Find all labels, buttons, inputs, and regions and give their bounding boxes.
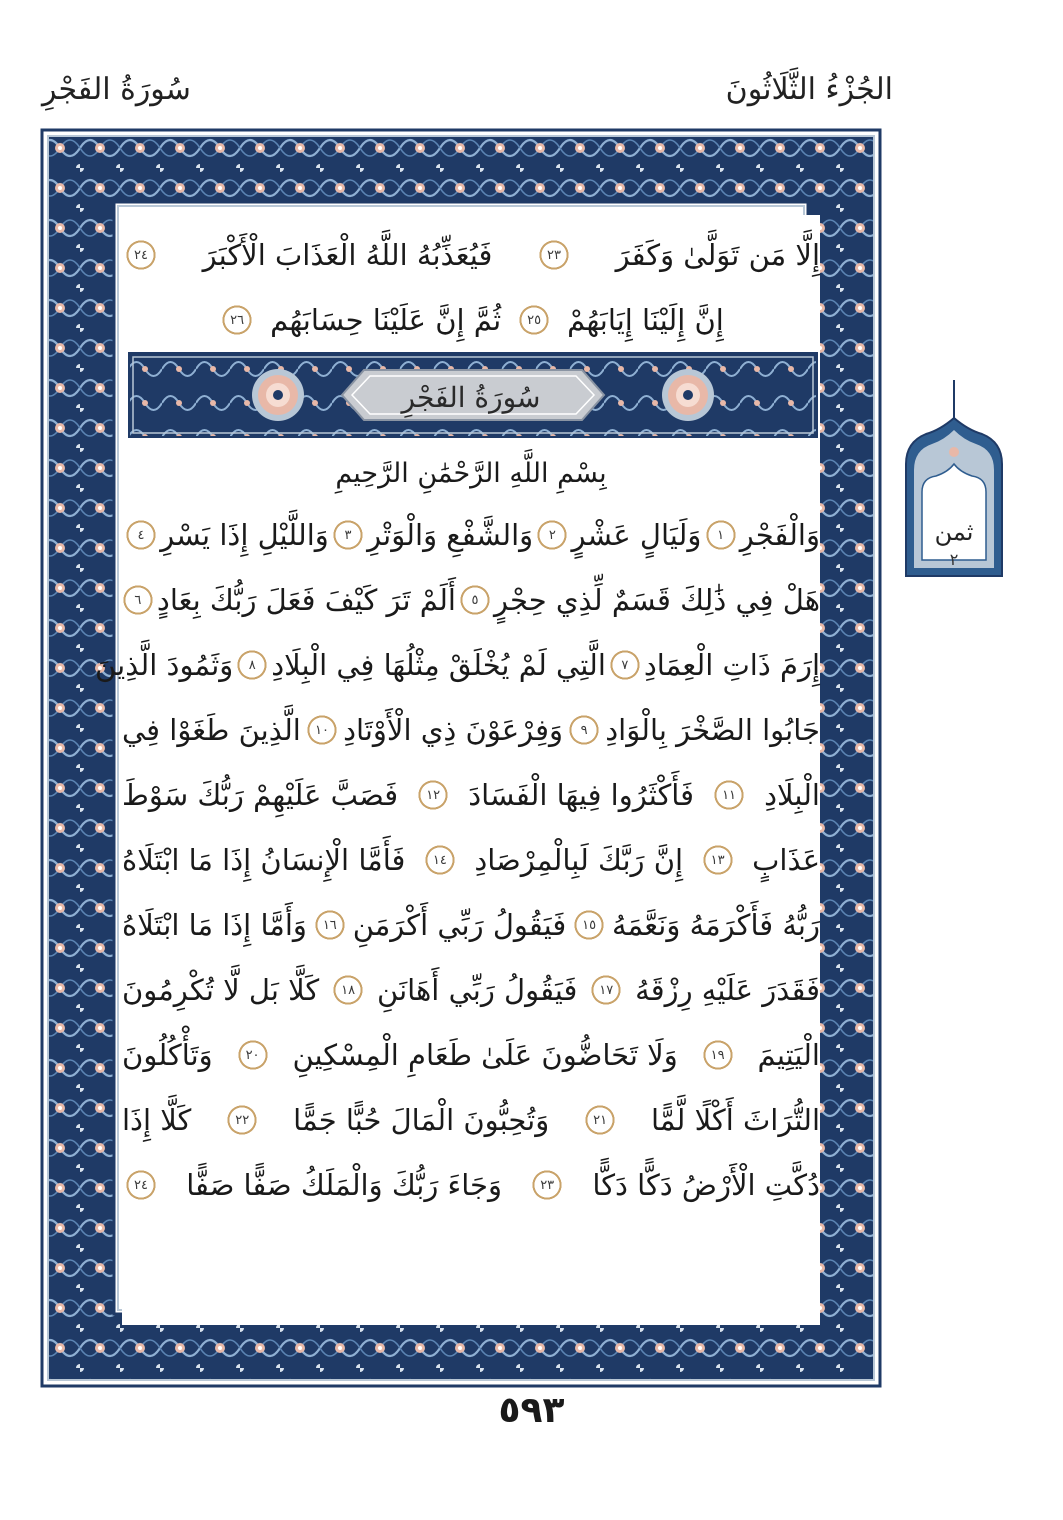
ayah-number-marker: ٢١ — [584, 1104, 616, 1136]
ayah-number-marker: ٢٥ — [518, 304, 550, 336]
ayah-number-marker: ٩ — [568, 714, 600, 746]
verse-text: أَلَمْ تَرَ كَيْفَ فَعَلَ رَبُّكَ بِعَادٍ — [156, 583, 456, 617]
verse-line — [122, 895, 820, 955]
verse-text: إِلَّا مَن تَوَلَّىٰ وَكَفَرَ — [615, 238, 820, 272]
ayah-number-marker: ٤ — [125, 519, 157, 551]
hizb-marker-label: ثمن — [934, 518, 974, 546]
verse-text: ثُمَّ إِنَّ عَلَيْنَا حِسَابَهُم — [270, 303, 502, 337]
verse-text: وَاللَّيْلِ إِذَا يَسْرِ — [160, 518, 329, 552]
verse-text: وَتُحِبُّونَ الْمَالَ حُبًّا جَمًّا — [293, 1103, 550, 1137]
verse-line — [122, 1025, 820, 1085]
ayah-number-marker: ٣ — [332, 519, 364, 551]
ayah-number-marker: ١٦ — [314, 909, 346, 941]
header-juz-name: الجُزْءُ الثَّلَاثُونَ — [725, 72, 893, 107]
ayah-number-marker: ١٤ — [424, 844, 456, 876]
verse-line — [122, 570, 820, 630]
page-number: ٥٩٣ — [498, 1390, 565, 1431]
verse-line — [122, 1155, 820, 1215]
verse-text: دُكَّتِ الْأَرْضُ دَكًّا دَكًّا — [592, 1168, 820, 1202]
verse-text: الَّتِي لَمْ يُخْلَقْ مِثْلُهَا فِي الْبِلَادِ — [271, 648, 606, 682]
ayah-number-marker: ١٠ — [306, 714, 338, 746]
verse-text: وَثَمُودَ الَّذِينَ — [95, 648, 234, 682]
ayah-number-marker: ١٢ — [417, 779, 449, 811]
verse-text: وَفِرْعَوْنَ ذِي الْأَوْتَادِ — [343, 713, 563, 747]
surah-title: سُورَةُ الفَجْرِ — [401, 380, 541, 414]
verse-text: فَيُعَذِّبُهُ اللَّهُ الْعَذَابَ الْأَكْبَرَ — [202, 238, 493, 272]
ayah-number-marker: ٢٣ — [538, 239, 570, 271]
verse-text: كَلَّا بَل لَّا تُكْرِمُونَ — [122, 973, 320, 1007]
verse-text: هَلْ فِي ذَٰلِكَ قَسَمٌ لِّذِي حِجْرٍ — [493, 583, 820, 617]
ayah-number-marker: ٢٢ — [226, 1104, 258, 1136]
ayah-number-marker: ٢ — [536, 519, 568, 551]
verse-text: الَّذِينَ طَغَوْا فِي — [122, 713, 301, 747]
ayah-number-marker: ١٨ — [332, 974, 364, 1006]
verse-text: وَلَيَالٍ عَشْرٍ — [571, 518, 702, 552]
verse-text: وَالشَّفْعِ وَالْوَتْرِ — [367, 518, 534, 552]
ayah-number-marker: ٢٦ — [221, 304, 253, 336]
verse-text: الْيَتِيمَ — [757, 1038, 820, 1072]
verse-text: إِنَّ إِلَيْنَا إِيَابَهُمْ — [567, 303, 724, 337]
verse-text: إِنَّ رَبَّكَ لَبِالْمِرْصَادِ — [474, 843, 684, 877]
verse-text: فَيَقُولُ رَبِّي أَكْرَمَنِ — [352, 908, 567, 942]
verse-text: وَلَا تَحَاضُّونَ عَلَىٰ طَعَامِ الْمِسْكِينِ — [292, 1038, 678, 1072]
verse-text: جَابُوا الصَّخْرَ بِالْوَادِ — [605, 713, 820, 747]
verse-line — [122, 765, 820, 825]
verse-line — [122, 830, 820, 890]
verse-text: رَبُّهُ فَأَكْرَمَهُ وَنَعَّمَهُ — [611, 908, 820, 942]
verse-text: فَقَدَرَ عَلَيْهِ رِزْقَهُ — [635, 973, 820, 1007]
rosette-right — [662, 369, 714, 421]
ayah-number-marker: ٢٤ — [125, 239, 157, 271]
ayah-number-marker: ٨ — [236, 649, 268, 681]
verse-line — [122, 225, 820, 285]
ayah-number-marker: ١٧ — [590, 974, 622, 1006]
ayah-number-marker: ٢٠ — [237, 1039, 269, 1071]
ayah-number-marker: ١٥ — [573, 909, 605, 941]
hizb-marker-number: ٢ — [949, 550, 959, 569]
verse-line — [122, 960, 820, 1020]
header-surah-name: سُورَةُ الفَجْرِ — [42, 72, 191, 107]
verse-text: الْبِلَادِ — [764, 778, 820, 812]
verse-text: فَصَبَّ عَلَيْهِمْ رَبُّكَ سَوْطَ — [122, 778, 399, 812]
ayah-number-marker: ٧ — [609, 649, 641, 681]
verse-text: كَلَّا إِذَا — [122, 1103, 192, 1137]
rosette-left — [252, 369, 304, 421]
verse-text: التُّرَاثَ أَكْلًا لَّمًّا — [650, 1103, 820, 1137]
verse-text: إِرَمَ ذَاتِ الْعِمَادِ — [643, 648, 820, 682]
verse-line — [95, 635, 820, 695]
ayah-number-marker: ٢٣ — [531, 1169, 563, 1201]
ayah-number-marker: ١ — [705, 519, 737, 551]
ayah-number-marker: ٦ — [122, 584, 154, 616]
verse-text: وَأَمَّا إِذَا مَا ابْتَلَاهُ — [122, 908, 307, 942]
verse-text: فَأَكْثَرُوا فِيهَا الْفَسَادَ — [468, 778, 694, 812]
basmala: بِسْمِ اللَّهِ الرَّحْمَٰنِ الرَّحِيمِ — [335, 457, 607, 489]
ayah-number-marker: ١٩ — [702, 1039, 734, 1071]
verse-line — [122, 290, 820, 350]
verse-line — [122, 505, 820, 565]
verse-text: وَجَاءَ رَبُّكَ وَالْمَلَكُ صَفًّا صَفًّا — [186, 1168, 502, 1202]
verse-line — [122, 700, 820, 760]
ayah-number-marker: ١١ — [713, 779, 745, 811]
verse-text: وَالْفَجْرِ — [739, 518, 820, 552]
verse-text: فَيَقُولُ رَبِّي أَهَانَنِ — [377, 973, 578, 1007]
ayah-number-marker: ٥ — [459, 584, 491, 616]
verse-line — [122, 1090, 820, 1150]
ayah-number-marker: ١٣ — [702, 844, 734, 876]
verse-text: وَتَأْكُلُونَ — [122, 1038, 213, 1072]
ayah-number-marker: ٢٤ — [125, 1169, 157, 1201]
verse-text: فَأَمَّا الْإِنسَانُ إِذَا مَا ابْتَلَاهُ — [122, 843, 406, 877]
verse-text: عَذَابٍ — [752, 843, 820, 877]
